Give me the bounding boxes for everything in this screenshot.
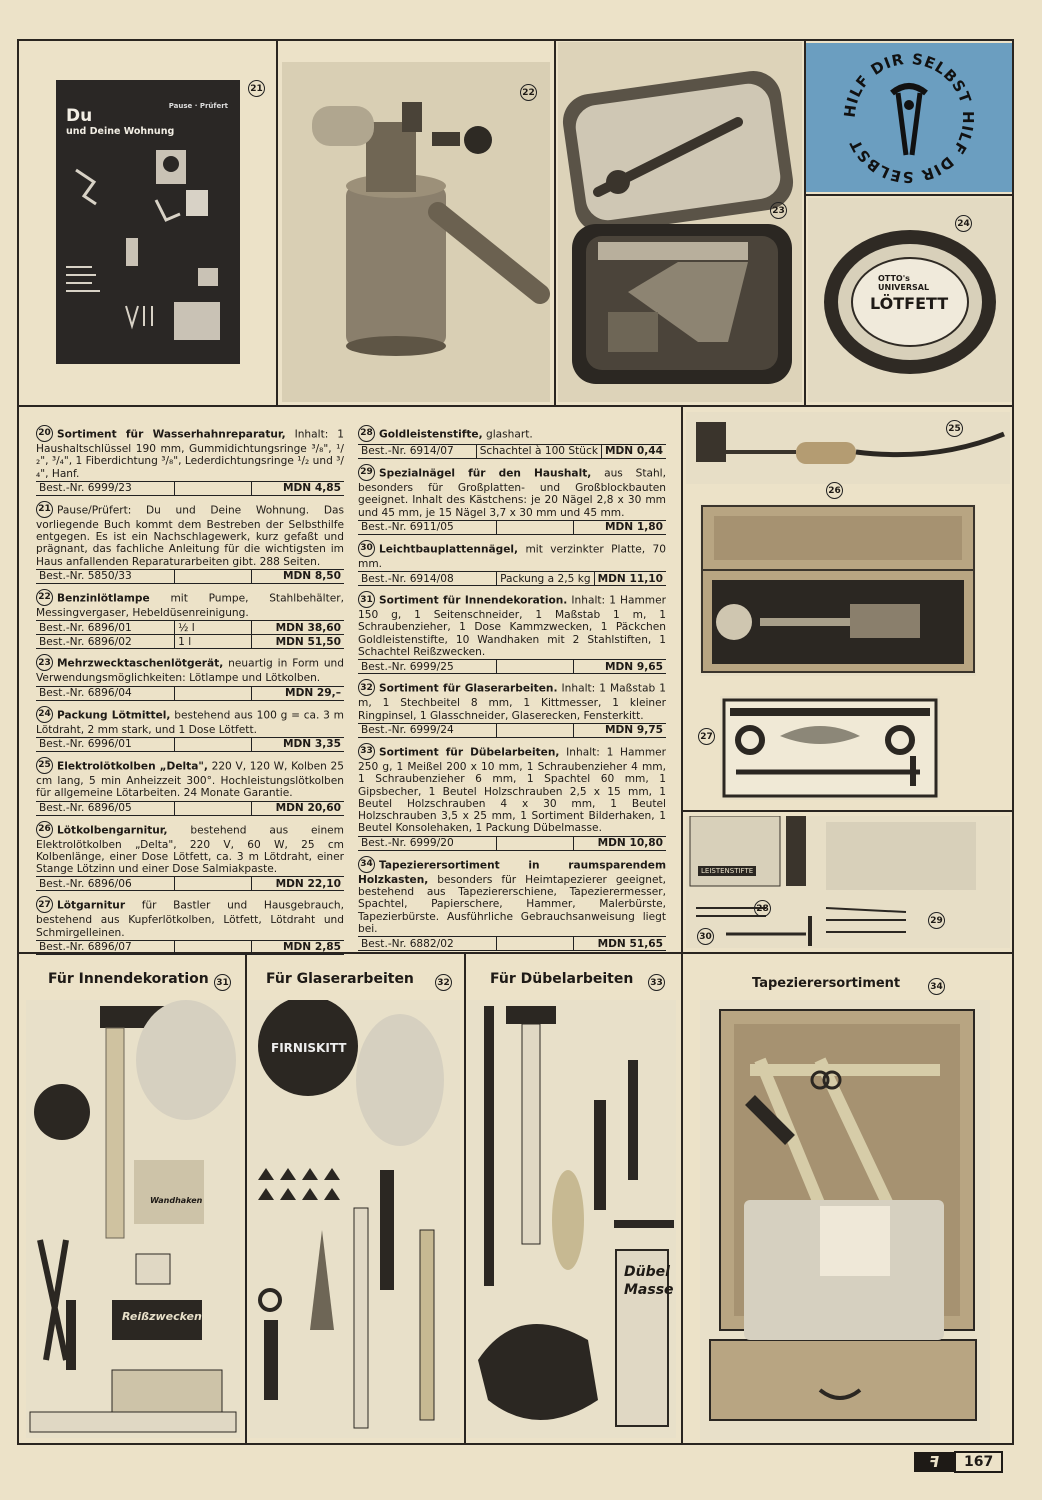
badge-25-photo: 25 <box>946 420 963 437</box>
firniskitt-label: FIRNISKITT <box>268 1040 349 1056</box>
item-description: glashart. <box>486 428 533 441</box>
book-publisher: Pause · Prüfert <box>168 102 228 110</box>
item-title: Sortiment für Glaserarbeiten. <box>379 682 558 695</box>
order-row <box>36 621 344 635</box>
blow-lamp-photo <box>282 62 550 402</box>
order-number: Best.-Nr. 6996/01 <box>36 737 175 751</box>
order-number: Best.-Nr. 6999/20 <box>358 836 497 850</box>
catalog-item-34 <box>358 857 666 951</box>
book-title-du: Du <box>66 106 93 126</box>
item-description: 220 V, 120 W, Kolben 25 cm lang, 5 min Anheizzeit 300°. Hochleistungslötkolben für allgemeine Lötarbeiten. 24 Monate Garantie. <box>36 760 344 800</box>
divider-v4 <box>681 405 683 952</box>
divider-v5 <box>245 952 247 1445</box>
order-number: Best.-Nr. 5850/33 <box>36 570 175 584</box>
catalog-item-24 <box>36 707 344 752</box>
publisher-logo: ꟻ <box>914 1452 954 1472</box>
badge-31-section: 31 <box>214 974 231 991</box>
item-number-badge: 30 <box>358 540 375 557</box>
order-number: Best.-Nr. 6999/23 <box>36 481 175 495</box>
hilf-dir-selbst-logo <box>806 43 1012 192</box>
divider-24 <box>804 194 1014 196</box>
item-description: Inhalt: 1 Hammer 150 g, 1 Seitenschneider, 1 Maßstab 1 m, 1 Schraubenzieher, 1 Dose Kammzwecken, 1 Päckchen Goldleistenstifte, 10 Wandhaken mit 2 Stahlstiften, 1 Schachtel Reißzwecken. <box>358 594 666 659</box>
order-price: MDN 0,44 <box>601 445 666 459</box>
duebel-masse-label-1: Dübel <box>624 1264 670 1280</box>
catalog-item-30 <box>358 541 666 586</box>
order-variant <box>497 836 574 850</box>
pocket-solder-case-photo <box>558 42 802 402</box>
order-price: MDN 11,10 <box>594 572 666 586</box>
catalog-item-32 <box>358 680 666 738</box>
order-table <box>358 936 666 951</box>
badge-30-photo: 30 <box>697 928 714 945</box>
order-table <box>36 801 344 816</box>
item-description: Inhalt: 1 Maßstab 1 m, 1 Stechbeitel 8 mm, 1 Kittmesser, 1 kleiner Ringpinsel, 1 Glasschneider, Glaserecken, Fensterkitt. <box>358 682 666 722</box>
section-title-innendekoration: Für Innendekoration <box>48 971 209 987</box>
catalog-item-33 <box>358 744 666 851</box>
order-table <box>358 659 666 674</box>
order-variant <box>175 686 252 700</box>
item-description: mit verzinkter Platte, 70 mm. <box>358 543 666 570</box>
order-table <box>358 723 666 738</box>
item-number-badge: 23 <box>36 654 53 671</box>
duebelarbeiten-set-photo <box>468 1000 676 1438</box>
section-title-duebelarbeiten: Für Dübelarbeiten <box>490 971 634 987</box>
order-price: MDN 2,85 <box>252 941 344 955</box>
catalog-item-22 <box>36 590 344 649</box>
order-table <box>36 940 344 955</box>
order-table <box>36 737 344 752</box>
item-description: besonders für Heimtapezierer geeignet, bestehend aus Tapeziererschiene, Tapezierermesser, Spachtel, Papierschere, Hammer, Malerbürste, Tapezierbürste. Ausführliche Gebrauchsanweisung liegt bei. <box>358 873 666 935</box>
badge-29-photo: 29 <box>928 912 945 929</box>
divider-v7 <box>681 952 683 1445</box>
catalog-item-20 <box>36 426 344 496</box>
order-variant <box>497 660 574 674</box>
catalog-item-25 <box>36 758 344 816</box>
order-price: MDN 51,50 <box>252 635 344 649</box>
order-row <box>358 723 666 737</box>
order-variant <box>175 481 252 495</box>
badge-27-photo: 27 <box>698 728 715 745</box>
order-number: Best.-Nr. 6999/25 <box>358 660 497 674</box>
order-price: MDN 29,– <box>252 686 344 700</box>
order-price: MDN 22,10 <box>252 877 344 891</box>
catalog-item-27 <box>36 897 344 955</box>
badge-33-section: 33 <box>648 974 665 991</box>
page-number: 167 <box>954 1451 1003 1473</box>
order-price: MDN 9,75 <box>574 723 666 737</box>
leistenstifte-box-label: LEISTENSTIFTE <box>698 866 756 876</box>
order-row <box>358 445 666 459</box>
svg-text:HILF DIR SELBST HILF DIR SELB <box>841 50 977 186</box>
order-variant <box>175 570 252 584</box>
order-variant <box>175 737 252 751</box>
order-table <box>358 571 666 586</box>
order-table <box>358 836 666 851</box>
reisszwecken-label: Reißzwecken <box>122 1310 202 1323</box>
item-title: Elektrolötkolben „Delta", <box>57 760 208 773</box>
order-number: Best.-Nr. 6896/07 <box>36 941 175 955</box>
lotfett-brand: OTTO's UNIVERSAL <box>878 274 930 292</box>
order-number: Best.-Nr. 6896/05 <box>36 801 175 815</box>
item-title: Spezialnägel für den Haushalt, <box>379 467 592 480</box>
order-number: Best.-Nr. 6914/08 <box>358 572 497 586</box>
item-title: Mehrzwecktaschenlötgerät, <box>57 657 224 670</box>
logo-ring-text: HILF DIR SELBST HILF DIR SELBST <box>840 49 978 187</box>
item-title: Sortiment für Wasserhahnreparatur, <box>57 428 286 441</box>
item-number-badge: 33 <box>358 743 375 760</box>
item-number-badge: 31 <box>358 591 375 608</box>
badge-26-photo: 26 <box>826 482 843 499</box>
catalog-item-23 <box>36 655 344 700</box>
badge-34-section: 34 <box>928 978 945 995</box>
item-description: für Bastler und Hausgebrauch, bestehend aus Kupferlötkolben, Lötfett, Lötdraht und Schmirgelleinen. <box>36 899 344 939</box>
badge-24-photo: 24 <box>955 215 972 232</box>
item-description: neuartig in Form und Verwendungsmöglichkeiten: Lötlampe und Lötkolben. <box>36 657 344 685</box>
section-title-glaserarbeiten: Für Glaserarbeiten <box>266 971 414 987</box>
order-price: MDN 3,35 <box>252 737 344 751</box>
divider-27 <box>681 810 1014 812</box>
order-variant <box>497 723 574 737</box>
solder-set-photo <box>720 696 940 800</box>
order-price: MDN 10,80 <box>574 836 666 850</box>
order-price: MDN 4,85 <box>252 481 344 495</box>
item-number-badge: 32 <box>358 679 375 696</box>
order-price: MDN 9,65 <box>574 660 666 674</box>
item-title: Packung Lötmittel, <box>57 709 171 722</box>
order-table <box>358 444 666 459</box>
item-number-badge: 20 <box>36 425 53 442</box>
order-row <box>358 836 666 850</box>
order-row <box>358 572 666 586</box>
order-table <box>36 569 344 584</box>
order-row <box>358 937 666 951</box>
item-title: Leichtbauplattennägel, <box>379 543 519 556</box>
items-column-right <box>358 426 666 957</box>
item-title: Lötgarnitur <box>57 899 126 912</box>
book-cover-photo <box>56 80 240 364</box>
order-number: Best.-Nr. 6911/05 <box>358 520 497 534</box>
items-column-left <box>36 426 344 961</box>
item-description: Pause/Prüfert: Du und Deine Wohnung. Das vorliegende Buch kommt dem Bestreben der Selbsthilfe entgegen. Es ist ein Nachschlagewerk, kurz gefaßt und prägnant, das fachliche Anleitung für die wichtigsten im Haus anfallenden Reparaturarbeiten gibt. 288 Seiten. <box>36 504 344 568</box>
order-table <box>36 620 344 649</box>
item-description: aus Stahl, besonders für Großplatten- und Großblockbauten geeignet. Inhalt des Kästchens: je 20 Nägel 2,8 x 30 mm und 45 mm, je 15 Nägel 3,7 x 30 mm und 45 mm. <box>358 467 666 519</box>
nails-photo <box>686 816 1010 948</box>
order-row <box>36 801 344 815</box>
order-row <box>36 635 344 649</box>
order-price: MDN 38,60 <box>252 621 344 635</box>
book-title-rest: und Deine Wohnung <box>66 126 175 137</box>
order-variant <box>497 520 574 534</box>
order-row <box>36 481 344 495</box>
catalog-item-29 <box>358 465 666 535</box>
duebel-masse-label-2: Masse <box>624 1282 674 1298</box>
item-number-badge: 29 <box>358 464 375 481</box>
divider-v6 <box>464 952 466 1445</box>
divider-v2 <box>554 39 556 405</box>
badge-21-photo: 21 <box>248 80 265 97</box>
item-number-badge: 21 <box>36 501 53 518</box>
item-number-badge: 22 <box>36 589 53 606</box>
page-number-box <box>914 1451 1003 1473</box>
order-number: Best.-Nr. 6896/02 <box>36 635 175 649</box>
order-table <box>36 686 344 701</box>
badge-23-photo: 23 <box>770 202 787 219</box>
lotfett-tin-photo <box>808 198 1012 402</box>
order-price: MDN 51,65 <box>574 937 666 951</box>
order-row <box>36 686 344 700</box>
item-number-badge: 24 <box>36 706 53 723</box>
badge-22-photo: 22 <box>520 84 537 101</box>
badge-32-section: 32 <box>435 974 452 991</box>
order-row <box>36 941 344 955</box>
order-row <box>36 877 344 891</box>
item-number-badge: 25 <box>36 757 53 774</box>
wandhaken-label: Wandhaken <box>150 1196 203 1205</box>
order-price: MDN 1,80 <box>574 520 666 534</box>
item-description: bestehend aus einem Elektrolötkolben „Delta", 220 V, 60 W, 25 cm Kolbenlänge, einer Dose Lötfett, ca. 3 m Lötdraht, einer Stange Lötzinn und einer Dose Salmiakpaste. <box>36 824 344 876</box>
order-number: Best.-Nr. 6999/24 <box>358 723 497 737</box>
order-variant: 1 l <box>175 635 252 649</box>
order-variant <box>175 801 252 815</box>
order-row <box>358 660 666 674</box>
order-variant: Schachtel à 100 Stück <box>476 445 601 459</box>
order-variant <box>175 877 252 891</box>
item-title: Sortiment für Dübelarbeiten, <box>379 746 560 759</box>
catalog-item-31 <box>358 592 666 674</box>
item-description: Inhalt: 1 Hammer 250 g, 1 Meißel 200 x 10 mm, 1 Schraubenzieher 4 mm, 1 Schraubenzieher 6 mm, 1 Spachtel 60 mm, 1 Gipsbecher, 1 Beutel Holzschrauben 2,5 x 15 mm, 1 Beutel Holzschrauben 4 x 30 mm, 1 Beutel Holzschrauben 3,5 x 25 mm, 1 Sortiment Bilderhaken, 1 Beutel Konsolehaken, 1 Packung Dübelmasse. <box>358 746 667 835</box>
order-variant: Packung a 2,5 kg <box>497 572 595 586</box>
order-table <box>36 876 344 891</box>
catalog-item-28 <box>358 426 666 459</box>
item-number-badge: 27 <box>36 896 53 913</box>
lotfett-name: LÖTFETT <box>870 294 949 313</box>
order-number: Best.-Nr. 6896/06 <box>36 877 175 891</box>
item-description: mit Pumpe, Stahlbehälter, Messingvergaser, Hebeldüsenreinigung. <box>36 592 345 620</box>
soldering-kit-box-photo <box>700 504 976 676</box>
item-title: Benzinlötlampe <box>57 592 150 605</box>
item-title: Tapezierersortiment in raumsparendem Holzkasten, <box>358 859 666 886</box>
item-title: Sortiment für Innendekoration. <box>379 594 568 607</box>
order-row <box>358 520 666 534</box>
order-variant: ½ l <box>175 621 252 635</box>
order-row <box>36 737 344 751</box>
item-title: Goldleistenstifte, <box>379 428 483 441</box>
section-title-tapezierersortiment: Tapezierersortiment <box>752 976 901 991</box>
order-variant <box>497 937 574 951</box>
order-price: MDN 8,50 <box>252 570 344 584</box>
innendekoration-set-photo <box>26 1000 240 1438</box>
order-table <box>36 481 344 496</box>
item-number-badge: 26 <box>36 821 53 838</box>
item-description: Inhalt: 1 Haushaltschlüssel 190 mm, Gummidichtungsringe ³/₈", ¹/₂", ³/₄", 1 Fiberdichtung ³/₈", Lederdichtungsringe ¹/₂ und ³/₄", Hanf. <box>36 428 344 480</box>
item-number-badge: 34 <box>358 856 375 873</box>
item-number-badge: 28 <box>358 425 375 442</box>
order-table <box>358 520 666 535</box>
divider-v1 <box>276 39 278 405</box>
item-description: bestehend aus 100 g = ca. 3 m Lötdraht, 2 mm stark, und 1 Dose Lötfett. <box>36 709 345 736</box>
order-number: Best.-Nr. 6896/04 <box>36 686 175 700</box>
tapezierer-kit-photo <box>700 1000 990 1440</box>
order-number: Best.-Nr. 6896/01 <box>36 621 175 635</box>
glaserarbeiten-set-photo <box>250 1000 460 1438</box>
order-number: Best.-Nr. 6882/02 <box>358 937 497 951</box>
catalog-item-21 <box>36 502 344 584</box>
item-title: Lötkolbengarnitur, <box>57 824 168 837</box>
order-row <box>36 570 344 584</box>
order-variant <box>175 941 252 955</box>
divider-top <box>17 405 1014 407</box>
order-price: MDN 20,60 <box>252 801 344 815</box>
catalog-item-26 <box>36 822 344 892</box>
badge-28-photo: 28 <box>754 900 771 917</box>
order-number: Best.-Nr. 6914/07 <box>358 445 476 459</box>
